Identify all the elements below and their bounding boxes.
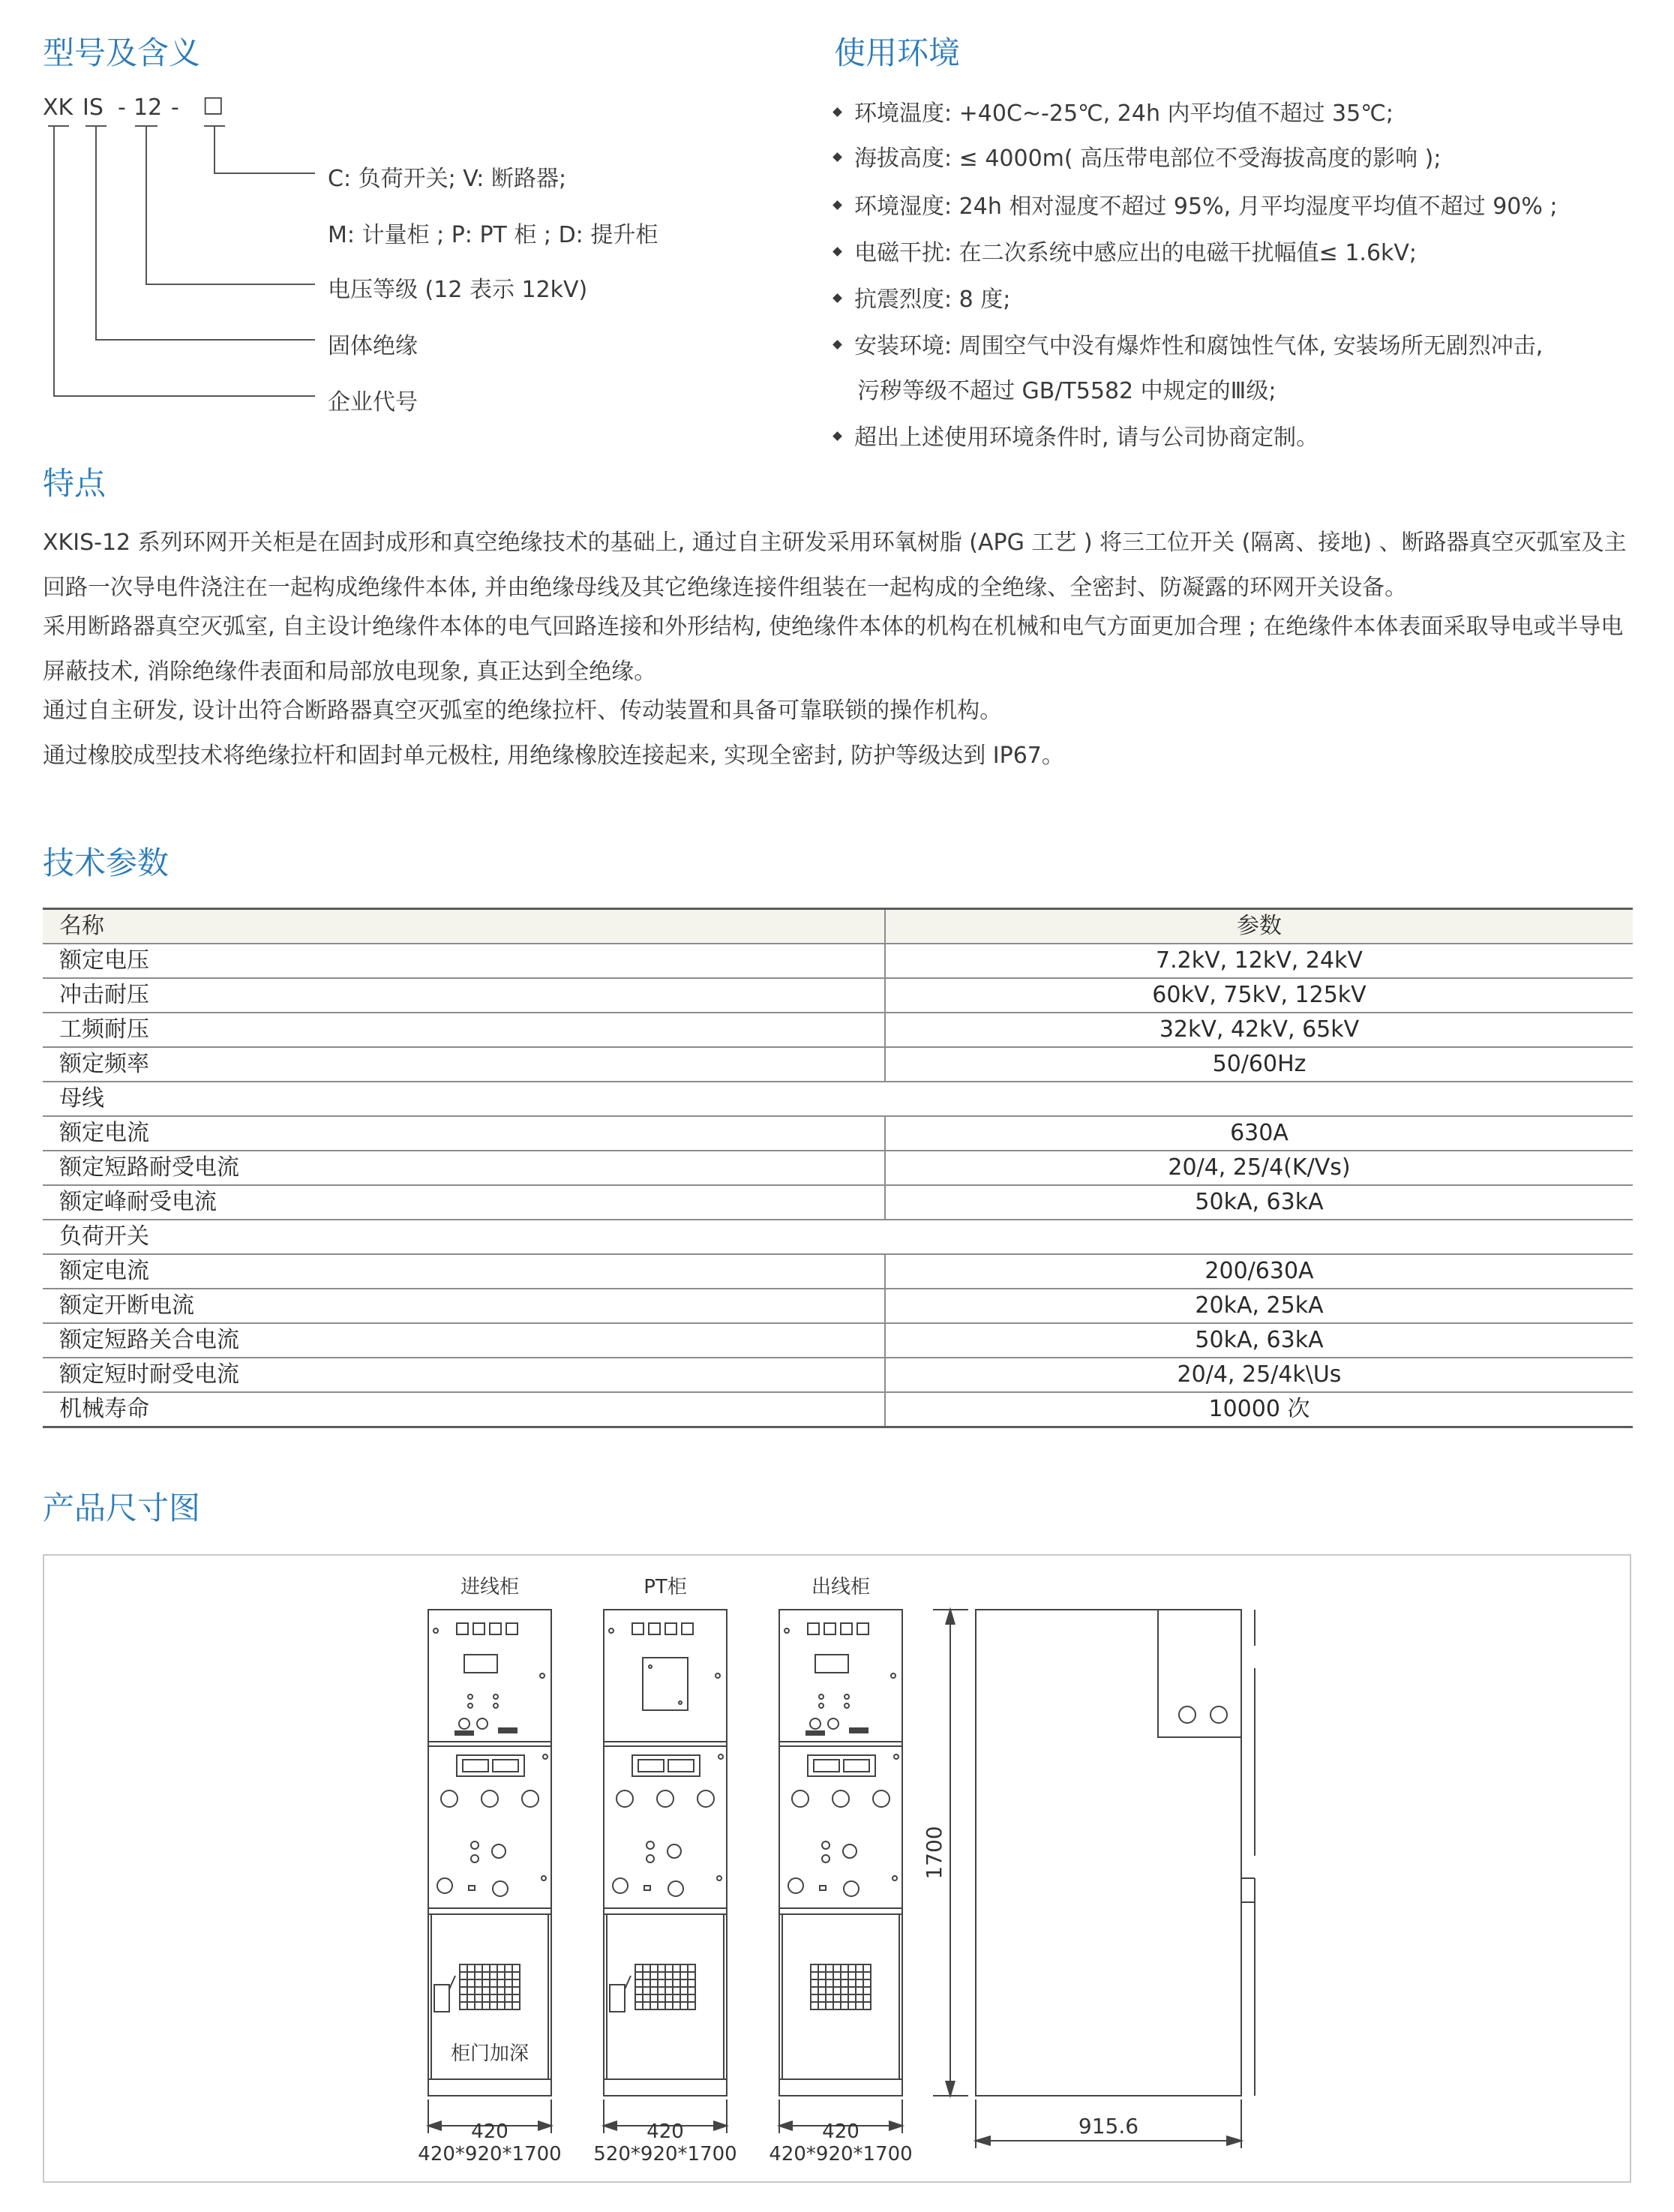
table-row — [43, 1392, 1633, 1427]
dimension-drawing-frame — [43, 1554, 1631, 2183]
table-cell-value: 200/630A — [885, 1254, 1633, 1289]
table-cell-value: 60kV, 75kV, 125kV — [885, 978, 1633, 1013]
table-row — [43, 1185, 1633, 1220]
table-group-label: 母线 — [59, 1085, 104, 1112]
side-view-top-box — [1158, 1610, 1241, 1737]
table-cell-name: 冲击耐压 — [59, 982, 149, 1008]
table-row — [43, 1047, 1633, 1082]
table-header-name: 名称 — [59, 913, 104, 939]
table-cell-value: 32kV, 42kV, 65kV — [885, 1013, 1633, 1047]
table-cell-value: 50kA, 63kA — [885, 1323, 1633, 1358]
table-cell-value: 50kA, 63kA — [885, 1185, 1633, 1220]
bullet-icon — [832, 340, 842, 350]
environment-item: 超出上述使用环境条件时, 请与公司协商定制。 — [834, 419, 1318, 452]
feature-paragraph: 通过自主研发, 设计出符合断路器真空灭弧室的绝缘拉杆、传动装置和具备可靠联锁的操作机构。 — [43, 698, 1003, 724]
model-code-leader-lines — [0, 0, 345, 420]
bullet-icon — [832, 107, 842, 117]
section-title-dimensions: 产品尺寸图 — [43, 1490, 201, 1526]
mechanism-panel — [632, 1755, 700, 1776]
table-cell-name: 工频耐压 — [59, 1016, 149, 1043]
model-code-label: M: 计量柜 ; P: PT 柜 ; D: 提升柜 — [328, 222, 658, 248]
table-cell-name: 额定短时耐受电流 — [59, 1361, 239, 1388]
table-row — [43, 978, 1633, 1013]
environment-item: 安装环境: 周围空气中没有爆炸性和腐蚀性气体, 安装场所无剧烈冲击, — [834, 327, 1543, 360]
side-depth-label: 915.6 — [1078, 2114, 1139, 2138]
table-cell-name: 机械寿命 — [59, 1396, 149, 1422]
model-code-part-12: 12 — [134, 95, 163, 121]
table-row — [43, 1082, 1633, 1116]
environment-item: 环境湿度: 24h 相对湿度不超过 95%, 月平均湿度平均值不超过 90% ; — [834, 188, 1558, 221]
section-title-features: 特点 — [43, 465, 106, 502]
feature-paragraph: 采用断路器真空灭弧室, 自主设计绝缘件本体的电气回路连接和外形结构, 使绝缘件本体的机构在机械和电气方面更加合理 ; 在绝缘件本体表面采取导电或半导电屏蔽技术, 消除绝缘件表面和局部放电现象, 真正达到全绝缘。 — [43, 614, 1624, 685]
display-window — [464, 1655, 497, 1673]
cabinet-title: 进线柜 — [460, 1576, 520, 1598]
model-code-part-is: IS — [82, 95, 104, 121]
cabinet-front-view — [779, 1610, 902, 2133]
table-row — [43, 1220, 1633, 1254]
table-cell-value: 7.2kV, 12kV, 24kV — [885, 944, 1633, 978]
display-window — [815, 1655, 848, 1673]
model-code-part-box: □ — [202, 92, 224, 118]
cabinet-note: 柜门加深 — [450, 2042, 530, 2065]
table-cell-name: 额定电流 — [59, 1120, 149, 1146]
model-code-label: C: 负荷开关; V: 断路器; — [328, 166, 567, 192]
table-row — [43, 1116, 1633, 1151]
model-code-label: 电压等级 (12 表示 12kV) — [328, 277, 588, 303]
table-cell-value: 50/60Hz — [885, 1047, 1633, 1082]
feature-paragraph: 通过橡胶成型技术将绝缘拉杆和固封单元极柱, 用绝缘橡胶连接起来, 实现全密封, 防护等级达到 IP67。 — [43, 743, 1064, 769]
table-row — [43, 944, 1633, 978]
cabinet-width-label: 420 — [822, 2120, 860, 2143]
spec-table — [43, 908, 1633, 1428]
bullet-icon — [832, 293, 842, 303]
table-row — [43, 1254, 1633, 1289]
cabinet-width-label: 420 — [471, 2120, 508, 2143]
cabinet-outline — [779, 1610, 902, 2096]
cabinet-outline — [428, 1610, 551, 2096]
cabinet-width-label: 420 — [646, 2120, 684, 2143]
environment-item: 电磁干扰: 在二次系统中感应出的电磁干扰幅值≤ 1.6kV; — [834, 234, 1417, 267]
model-code-part-xk: XK — [43, 95, 74, 121]
side-view-circle — [1210, 1706, 1227, 1723]
bullet-icon — [832, 200, 842, 210]
table-header-row — [43, 909, 1633, 944]
table-cell-name: 额定短路耐受电流 — [59, 1154, 239, 1181]
cabinet-size-label: 520*920*1700 — [593, 2143, 737, 2165]
table-header-value: 参数 — [885, 909, 1633, 944]
cabinet-title: PT柜 — [644, 1576, 687, 1598]
feature-paragraph: XKIS-12 系列环网开关柜是在固封成形和真空绝缘技术的基础上, 通过自主研发采用环氧树脂 (APG 工艺 ) 将三工位开关 (隔离、接地) 、断路器真空灭弧室及主回路一次导电件浇注在一起构成绝缘件本体, 并由绝缘母线及其它绝缘连接件组装在一起构成的全绝缘、全密封、防凝露的环网开关设备。 — [43, 530, 1627, 601]
environment-item-continuation: 污秽等级不超过 GB/T5582 中规定的Ⅲ级; — [857, 378, 1276, 404]
table-row — [43, 1151, 1633, 1185]
table-cell-value: 20/4, 25/4k\Us — [885, 1358, 1633, 1392]
model-code-separator: - — [118, 95, 126, 121]
table-cell-value: 10000 次 — [885, 1392, 1633, 1427]
cabinet-size-label: 420*920*1700 — [769, 2143, 913, 2165]
table-row — [43, 1013, 1633, 1047]
section-title-parameters: 技术参数 — [43, 845, 170, 881]
table-cell-name: 额定开断电流 — [59, 1292, 194, 1319]
table-row — [43, 1289, 1633, 1323]
environment-item: 海拔高度: ≤ 4000m( 高压带电部位不受海拔高度的影响 ); — [834, 140, 1441, 173]
environment-item: 抗震烈度: 8 度; — [834, 281, 1010, 314]
table-cell-name: 额定峰耐受电流 — [59, 1189, 217, 1215]
bullet-icon — [832, 431, 842, 441]
table-cell-value: 630A — [885, 1116, 1633, 1151]
side-height-label: 1700 — [922, 1826, 946, 1880]
door-handle — [610, 1985, 625, 2012]
dimension-drawing — [44, 1556, 1630, 2181]
model-code-label: 企业代号 — [328, 389, 418, 416]
table-cell-name: 额定短路关合电流 — [59, 1327, 239, 1353]
bullet-icon — [832, 247, 842, 257]
cabinet-outline — [604, 1610, 727, 2096]
table-cell-name: 额定电压 — [59, 947, 149, 974]
cabinet-size-label: 420*920*1700 — [418, 2143, 562, 2165]
table-cell-value: 20kA, 25kA — [885, 1289, 1633, 1323]
mechanism-panel — [457, 1755, 524, 1776]
model-code-separator: - — [171, 95, 179, 121]
model-code-label: 固体绝缘 — [328, 333, 418, 359]
side-view — [933, 1610, 1255, 2148]
mechanism-panel — [808, 1755, 875, 1776]
cabinet-front-view — [604, 1610, 727, 2133]
section-title-environment: 使用环境 — [834, 35, 961, 71]
door-handle — [434, 1985, 449, 2012]
table-group-label: 负荷开关 — [59, 1223, 149, 1250]
side-view-circle — [1179, 1706, 1196, 1723]
table-cell-name: 额定频率 — [59, 1051, 149, 1077]
bullet-icon — [832, 152, 842, 162]
environment-item: 环境温度: +40C~-25℃, 24h 内平均值不超过 35℃; — [834, 95, 1394, 128]
cabinet-title: 出线柜 — [811, 1576, 871, 1598]
table-row — [43, 1358, 1633, 1392]
side-view-outline — [976, 1610, 1241, 2096]
table-cell-value: 20/4, 25/4(K/Vs) — [885, 1151, 1633, 1185]
section-title-model: 型号及含义 — [43, 35, 201, 71]
table-row — [43, 1323, 1633, 1358]
table-cell-name: 额定电流 — [59, 1258, 149, 1284]
